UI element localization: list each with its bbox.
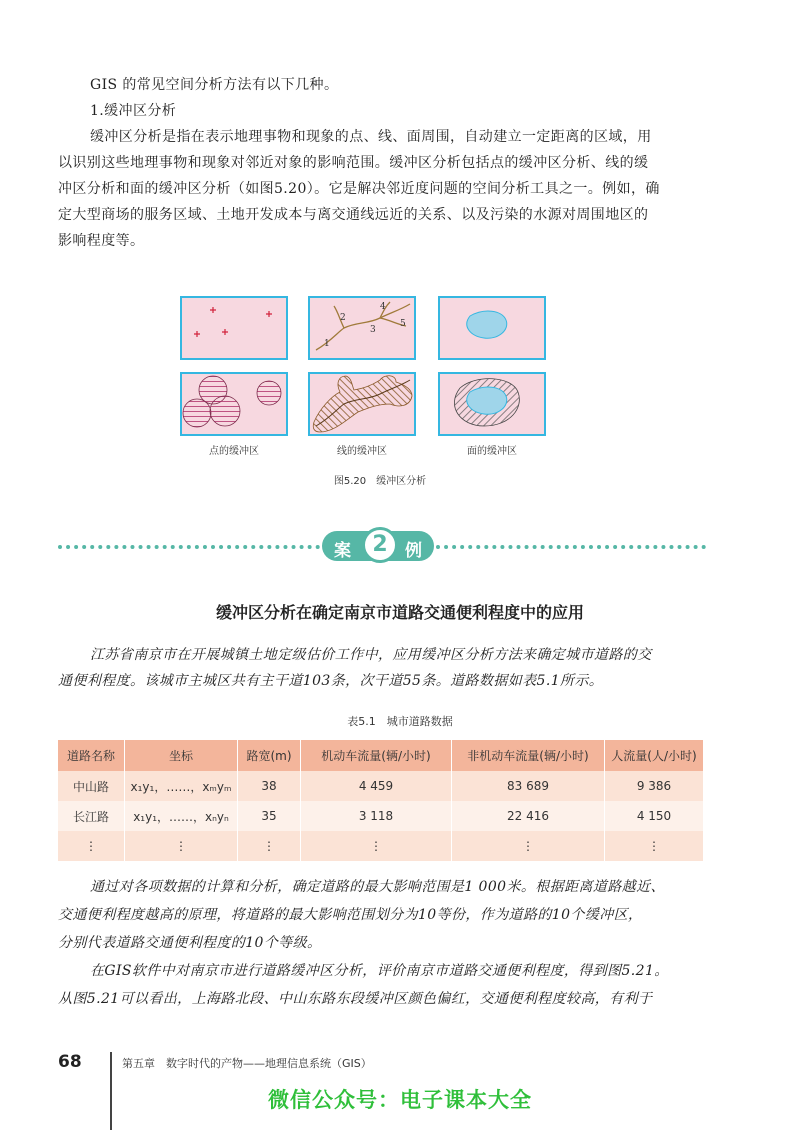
points-panel <box>180 296 288 360</box>
road-data-table <box>58 740 704 861</box>
col-header: 人流量(人/小时) <box>605 740 704 771</box>
table-row <box>58 771 704 801</box>
case-para-line-1: 江苏省南京市在开展城镇土地定级估价工作中，应用缓冲区分析方法来确定城市道路的交 <box>90 647 652 663</box>
divider-right <box>436 545 706 549</box>
table-cell: 中山路 <box>58 771 125 801</box>
chapter-title: 第五章 数字时代的产物——地理信息系统（GIS） <box>122 1057 372 1070</box>
intro-line-2: 以识别这些地理事物和现象对邻近对象的影响范围。缓冲区分析包括点的缓冲区分析、线的缓 <box>58 155 649 171</box>
table-cell: 35 <box>238 801 301 831</box>
point-markers <box>182 298 286 358</box>
case-para-line-2: 通便利程度。该城市主城区共有主干道103条，次干道55条。道路数据如表5.1所示。 <box>58 673 604 689</box>
road-label-4: 4 <box>380 302 386 312</box>
case-title: 缓冲区分析在确定南京市道路交通便利程度中的应用 <box>215 603 584 622</box>
col-header: 路宽(m) <box>238 740 301 771</box>
figure-caption: 图5.20 缓冲区分析 <box>333 476 427 487</box>
table-cell: ⋮ <box>301 831 452 861</box>
section-heading: 1.缓冲区分析 <box>90 103 177 119</box>
table-caption: 表5.1 城市道路数据 <box>347 715 453 728</box>
table-cell: ⋮ <box>125 831 238 861</box>
table-header-row <box>58 740 704 771</box>
analysis-line-2: 交通便利程度越高的原理，将道路的最大影响范围划分为10等份，作为道路的10个缓冲区， <box>58 907 643 923</box>
line-buffer-caption: 线的缓冲区 <box>337 446 387 457</box>
case-number: 2 <box>362 527 398 563</box>
case-label-right: 例 <box>405 541 422 561</box>
table-cell: ⋮ <box>605 831 704 861</box>
point-buffers-panel <box>180 372 288 436</box>
table-cell: 3 118 <box>301 801 452 831</box>
col-header: 机动车流量(辆/小时) <box>301 740 452 771</box>
analysis-line-4: 在GIS软件中对南京市进行道路缓冲区分析，评价南京市道路交通便利程度，得到图5.21。 <box>90 963 669 979</box>
road-label-2: 2 <box>340 313 346 323</box>
line-buffer-shape <box>310 374 414 434</box>
area-buffer-caption: 面的缓冲区 <box>467 446 517 457</box>
road-label-3: 3 <box>370 325 376 335</box>
table-row <box>58 801 704 831</box>
col-header: 非机动车流量(辆/小时) <box>452 740 605 771</box>
analysis-line-1: 通过对各项数据的计算和分析，确定道路的最大影响范围是1 000米。根据距离道路越近、 <box>90 879 665 895</box>
area-panel <box>438 296 546 360</box>
intro-line-4: 定大型商场的服务区域、土地开发成本与离交通线远近的关系、以及污染的水源对周围地区的 <box>58 207 649 223</box>
watermark: 微信公众号：电子课本大全 <box>268 1088 532 1112</box>
road-label-5: 5 <box>400 319 406 329</box>
area-buffer-panel <box>438 372 546 436</box>
intro-line-3: 冲区分析和面的缓冲区分析（如图5.20）。它是解决邻近度问题的空间分析工具之一。例如，确 <box>58 181 660 197</box>
table-cell: x₁y₁，……，xₙyₙ <box>125 801 238 831</box>
area-buffer-shape <box>440 374 544 434</box>
table-cell: 4 459 <box>301 771 452 801</box>
intro-line-1: 缓冲区分析是指在表示地理事物和现象的点、线、面周围，自动建立一定距离的区域，用 <box>90 129 652 145</box>
point-buffer-circles <box>182 374 286 434</box>
table-cell: 38 <box>238 771 301 801</box>
page-number: 68 <box>58 1052 82 1072</box>
table-cell: x₁y₁，……，xₘyₘ <box>125 771 238 801</box>
table-cell: 4 150 <box>605 801 704 831</box>
point-buffer-caption: 点的缓冲区 <box>209 446 259 457</box>
table-cell: 长江路 <box>58 801 125 831</box>
table-cell: 83 689 <box>452 771 605 801</box>
area-shape <box>440 298 544 358</box>
divider-left <box>58 545 320 549</box>
col-header: 坐标 <box>125 740 238 771</box>
road-lines <box>310 298 414 358</box>
intro-sentence: GIS 的常见空间分析方法有以下几种。 <box>90 77 339 93</box>
table-cell: 9 386 <box>605 771 704 801</box>
road-label-1: 1 <box>324 339 330 349</box>
line-buffers-panel <box>308 372 416 436</box>
case-label-left: 案 <box>334 541 351 561</box>
table-cell: ⋮ <box>452 831 605 861</box>
lines-panel <box>308 296 416 360</box>
table-cell: 22 416 <box>452 801 605 831</box>
table-cell: ⋮ <box>238 831 301 861</box>
table-row <box>58 831 704 861</box>
analysis-line-3: 分别代表道路交通便利程度的10个等级。 <box>58 935 322 951</box>
intro-line-5: 影响程度等。 <box>58 233 145 249</box>
col-header: 道路名称 <box>58 740 125 771</box>
analysis-line-5: 从图5.21可以看出，上海路北段、中山东路东段缓冲区颜色偏红，交通便利程度较高，有利于 <box>58 991 653 1007</box>
table-cell: ⋮ <box>58 831 125 861</box>
